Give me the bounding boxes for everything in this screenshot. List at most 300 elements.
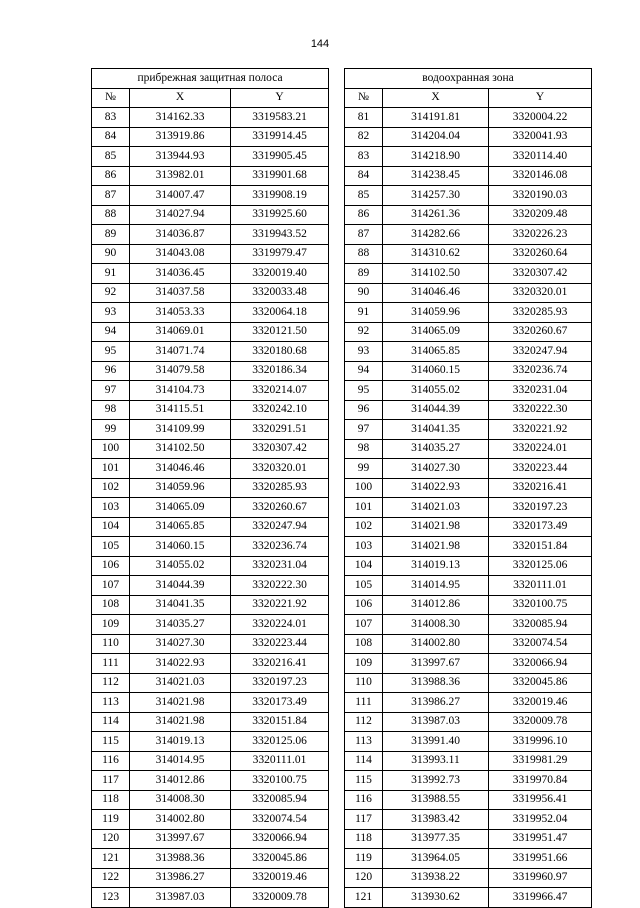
table-row [92, 205, 329, 225]
x-coordinate-cell: 314060.15 [130, 537, 231, 557]
y-coordinate-cell: 3320045.86 [489, 673, 592, 693]
point-number-cell: 86 [345, 205, 383, 225]
x-coordinate-cell: 314053.33 [130, 303, 231, 323]
y-coordinate-cell: 3319951.66 [489, 849, 592, 869]
table-row [345, 244, 592, 264]
x-coordinate-cell: 314035.27 [130, 615, 231, 635]
point-number-cell: 117 [345, 810, 383, 830]
y-coordinate-cell: 3320151.84 [231, 712, 329, 732]
y-coordinate-cell: 3320064.18 [231, 303, 329, 323]
table-row [92, 264, 329, 284]
table-row [92, 829, 329, 849]
table-row [345, 732, 592, 752]
table-row [92, 888, 329, 908]
y-coordinate-cell: 3319905.45 [231, 147, 329, 167]
x-coordinate-cell: 314065.85 [383, 342, 489, 362]
right-header-number: № [345, 88, 383, 108]
x-coordinate-cell: 314002.80 [383, 634, 489, 654]
table-row [345, 673, 592, 693]
y-coordinate-cell: 3320066.94 [231, 829, 329, 849]
y-coordinate-cell: 3319981.29 [489, 751, 592, 771]
table-row [345, 517, 592, 537]
x-coordinate-cell: 314060.15 [383, 361, 489, 381]
x-coordinate-cell: 314310.62 [383, 244, 489, 264]
y-coordinate-cell: 3320121.50 [231, 322, 329, 342]
y-coordinate-cell: 3319914.45 [231, 127, 329, 147]
point-number-cell: 123 [92, 888, 130, 908]
x-coordinate-cell: 314022.93 [130, 654, 231, 674]
x-coordinate-cell: 314027.94 [130, 205, 231, 225]
point-number-cell: 112 [92, 673, 130, 693]
x-coordinate-cell: 313986.27 [130, 868, 231, 888]
point-number-cell: 85 [345, 186, 383, 206]
x-coordinate-cell: 314071.74 [130, 342, 231, 362]
point-number-cell: 84 [345, 166, 383, 186]
y-coordinate-cell: 3319960.97 [489, 868, 592, 888]
point-number-cell: 117 [92, 771, 130, 791]
x-coordinate-cell: 313988.36 [383, 673, 489, 693]
x-coordinate-cell: 314162.33 [130, 108, 231, 128]
y-coordinate-cell: 3320224.01 [489, 439, 592, 459]
y-coordinate-cell: 3320173.49 [489, 517, 592, 537]
table-row [345, 205, 592, 225]
y-coordinate-cell: 3319583.21 [231, 108, 329, 128]
table-row [345, 342, 592, 362]
y-coordinate-cell: 3320004.22 [489, 108, 592, 128]
x-coordinate-cell: 313919.86 [130, 127, 231, 147]
y-coordinate-cell: 3320231.04 [489, 381, 592, 401]
table-row [345, 420, 592, 440]
y-coordinate-cell: 3320223.44 [231, 634, 329, 654]
x-coordinate-cell: 314261.36 [383, 205, 489, 225]
x-coordinate-cell: 314007.47 [130, 186, 231, 206]
point-number-cell: 83 [345, 147, 383, 167]
point-number-cell: 113 [92, 693, 130, 713]
point-number-cell: 90 [345, 283, 383, 303]
x-coordinate-cell: 313991.40 [383, 732, 489, 752]
point-number-cell: 87 [92, 186, 130, 206]
table-row [92, 342, 329, 362]
table-row [92, 147, 329, 167]
x-coordinate-cell: 314218.90 [383, 147, 489, 167]
y-coordinate-cell: 3320224.01 [231, 615, 329, 635]
x-coordinate-cell: 314257.30 [383, 186, 489, 206]
point-number-cell: 106 [345, 595, 383, 615]
table-row [345, 576, 592, 596]
table-row [345, 283, 592, 303]
point-number-cell: 94 [345, 361, 383, 381]
table-row [345, 634, 592, 654]
x-coordinate-cell: 314115.51 [130, 400, 231, 420]
point-number-cell: 105 [92, 537, 130, 557]
x-coordinate-cell: 314012.86 [130, 771, 231, 791]
y-coordinate-cell: 3320180.68 [231, 342, 329, 362]
point-number-cell: 106 [92, 556, 130, 576]
y-coordinate-cell: 3320231.04 [231, 556, 329, 576]
point-number-cell: 110 [92, 634, 130, 654]
point-number-cell: 90 [92, 244, 130, 264]
table-row [345, 225, 592, 245]
x-coordinate-cell: 313983.42 [383, 810, 489, 830]
left-table-body [92, 108, 329, 908]
point-number-cell: 81 [345, 108, 383, 128]
point-number-cell: 108 [92, 595, 130, 615]
point-number-cell: 119 [345, 849, 383, 869]
table-row [345, 303, 592, 323]
page-number: 144 [310, 38, 330, 50]
y-coordinate-cell: 3320236.74 [231, 537, 329, 557]
x-coordinate-cell: 314059.96 [383, 303, 489, 323]
point-number-cell: 109 [345, 654, 383, 674]
y-coordinate-cell: 3319979.47 [231, 244, 329, 264]
table-row [92, 654, 329, 674]
x-coordinate-cell: 314102.50 [130, 439, 231, 459]
y-coordinate-cell: 3319901.68 [231, 166, 329, 186]
table-row [92, 732, 329, 752]
point-number-cell: 92 [345, 322, 383, 342]
table-row [92, 556, 329, 576]
x-coordinate-cell: 314036.87 [130, 225, 231, 245]
x-coordinate-cell: 314019.13 [383, 556, 489, 576]
y-coordinate-cell: 3320222.30 [231, 576, 329, 596]
y-coordinate-cell: 3319956.41 [489, 790, 592, 810]
y-coordinate-cell: 3320041.93 [489, 127, 592, 147]
point-number-cell: 83 [92, 108, 130, 128]
table-row [92, 322, 329, 342]
y-coordinate-cell: 3320019.46 [489, 693, 592, 713]
x-coordinate-cell: 314065.85 [130, 517, 231, 537]
y-coordinate-cell: 3320260.67 [489, 322, 592, 342]
x-coordinate-cell: 314008.30 [130, 790, 231, 810]
x-coordinate-cell: 313993.11 [383, 751, 489, 771]
table-row [345, 498, 592, 518]
y-coordinate-cell: 3319908.19 [231, 186, 329, 206]
y-coordinate-cell: 3320307.42 [489, 264, 592, 284]
x-coordinate-cell: 314059.96 [130, 478, 231, 498]
y-coordinate-cell: 3320197.23 [489, 498, 592, 518]
y-coordinate-cell: 3320320.01 [489, 283, 592, 303]
table-row [92, 498, 329, 518]
y-coordinate-cell: 3319970.84 [489, 771, 592, 791]
table-row [345, 127, 592, 147]
table-row [345, 147, 592, 167]
x-coordinate-cell: 313982.01 [130, 166, 231, 186]
point-number-cell: 101 [345, 498, 383, 518]
y-coordinate-cell: 3320221.92 [231, 595, 329, 615]
point-number-cell: 115 [345, 771, 383, 791]
table-row [345, 712, 592, 732]
x-coordinate-cell: 314021.98 [383, 517, 489, 537]
y-coordinate-cell: 3320190.03 [489, 186, 592, 206]
x-coordinate-cell: 313992.73 [383, 771, 489, 791]
x-coordinate-cell: 314021.03 [383, 498, 489, 518]
table-row [345, 868, 592, 888]
x-coordinate-cell: 314036.45 [130, 264, 231, 284]
table-row [92, 303, 329, 323]
point-number-cell: 96 [345, 400, 383, 420]
y-coordinate-cell: 3320291.51 [231, 420, 329, 440]
table-row [345, 615, 592, 635]
point-number-cell: 89 [92, 225, 130, 245]
table-row [92, 790, 329, 810]
table-row [92, 693, 329, 713]
y-coordinate-cell: 3320209.48 [489, 205, 592, 225]
y-coordinate-cell: 3319951.47 [489, 829, 592, 849]
y-coordinate-cell: 3320285.93 [489, 303, 592, 323]
point-number-cell: 94 [92, 322, 130, 342]
y-coordinate-cell: 3320242.10 [231, 400, 329, 420]
y-coordinate-cell: 3320125.06 [231, 732, 329, 752]
point-number-cell: 91 [345, 303, 383, 323]
point-number-cell: 107 [92, 576, 130, 596]
point-number-cell: 88 [345, 244, 383, 264]
x-coordinate-cell: 314065.09 [130, 498, 231, 518]
point-number-cell: 119 [92, 810, 130, 830]
x-coordinate-cell: 313997.67 [130, 829, 231, 849]
point-number-cell: 115 [92, 732, 130, 752]
y-coordinate-cell: 3320074.54 [231, 810, 329, 830]
x-coordinate-cell: 313964.05 [383, 849, 489, 869]
x-coordinate-cell: 314021.98 [130, 693, 231, 713]
table-row [92, 478, 329, 498]
point-number-cell: 103 [92, 498, 130, 518]
point-number-cell: 121 [345, 888, 383, 908]
point-number-cell: 93 [345, 342, 383, 362]
y-coordinate-cell: 3319952.04 [489, 810, 592, 830]
table-row [92, 771, 329, 791]
table-row [92, 186, 329, 206]
x-coordinate-cell: 314282.66 [383, 225, 489, 245]
point-number-cell: 104 [92, 517, 130, 537]
x-coordinate-cell: 313987.03 [383, 712, 489, 732]
table-row [92, 127, 329, 147]
point-number-cell: 114 [345, 751, 383, 771]
y-coordinate-cell: 3320226.23 [489, 225, 592, 245]
y-coordinate-cell: 3319943.52 [231, 225, 329, 245]
point-number-cell: 122 [92, 868, 130, 888]
y-coordinate-cell: 3320111.01 [231, 751, 329, 771]
point-number-cell: 102 [92, 478, 130, 498]
table-row [92, 459, 329, 479]
left-header-x: X [130, 88, 231, 108]
x-coordinate-cell: 314008.30 [383, 615, 489, 635]
point-number-cell: 112 [345, 712, 383, 732]
x-coordinate-cell: 314102.50 [383, 264, 489, 284]
table-row [345, 595, 592, 615]
table-row [92, 420, 329, 440]
y-coordinate-cell: 3320125.06 [489, 556, 592, 576]
y-coordinate-cell: 3320111.01 [489, 576, 592, 596]
left-header-number: № [92, 88, 130, 108]
x-coordinate-cell: 314019.13 [130, 732, 231, 752]
y-coordinate-cell: 3320285.93 [231, 478, 329, 498]
point-number-cell: 82 [345, 127, 383, 147]
x-coordinate-cell: 314109.99 [130, 420, 231, 440]
x-coordinate-cell: 314041.35 [130, 595, 231, 615]
table-row [92, 751, 329, 771]
table-row [345, 381, 592, 401]
point-number-cell: 118 [345, 829, 383, 849]
point-number-cell: 97 [345, 420, 383, 440]
y-coordinate-cell: 3320221.92 [489, 420, 592, 440]
point-number-cell: 86 [92, 166, 130, 186]
table-row [345, 400, 592, 420]
table-row [345, 361, 592, 381]
x-coordinate-cell: 314204.04 [383, 127, 489, 147]
y-coordinate-cell: 3320260.67 [231, 498, 329, 518]
x-coordinate-cell: 314014.95 [130, 751, 231, 771]
left-table-title: прибрежная защитная полоса [92, 69, 329, 89]
x-coordinate-cell: 314044.39 [130, 576, 231, 596]
y-coordinate-cell: 3320151.84 [489, 537, 592, 557]
y-coordinate-cell: 3320222.30 [489, 400, 592, 420]
table-row [345, 751, 592, 771]
point-number-cell: 102 [345, 517, 383, 537]
table-row [92, 810, 329, 830]
x-coordinate-cell: 314021.03 [130, 673, 231, 693]
right-header-y: Y [489, 88, 592, 108]
point-number-cell: 92 [92, 283, 130, 303]
table-row [345, 264, 592, 284]
y-coordinate-cell: 3320260.64 [489, 244, 592, 264]
point-number-cell: 113 [345, 732, 383, 752]
point-number-cell: 120 [345, 868, 383, 888]
table-row [92, 712, 329, 732]
point-number-cell: 107 [345, 615, 383, 635]
point-number-cell: 100 [345, 478, 383, 498]
y-coordinate-cell: 3320146.08 [489, 166, 592, 186]
right-table-title: водоохранная зона [345, 69, 592, 89]
right-coordinates-table [344, 68, 592, 908]
point-number-cell: 108 [345, 634, 383, 654]
y-coordinate-cell: 3320173.49 [231, 693, 329, 713]
point-number-cell: 95 [345, 381, 383, 401]
x-coordinate-cell: 314027.30 [383, 459, 489, 479]
x-coordinate-cell: 314104.73 [130, 381, 231, 401]
y-coordinate-cell: 3320100.75 [489, 595, 592, 615]
x-coordinate-cell: 314014.95 [383, 576, 489, 596]
table-row [92, 673, 329, 693]
x-coordinate-cell: 314027.30 [130, 634, 231, 654]
y-coordinate-cell: 3320114.40 [489, 147, 592, 167]
x-coordinate-cell: 313944.93 [130, 147, 231, 167]
table-row [92, 283, 329, 303]
point-number-cell: 111 [345, 693, 383, 713]
table-row [92, 868, 329, 888]
table-row [345, 829, 592, 849]
table-row [92, 849, 329, 869]
y-coordinate-cell: 3319966.47 [489, 888, 592, 908]
table-row [345, 849, 592, 869]
x-coordinate-cell: 314191.81 [383, 108, 489, 128]
point-number-cell: 87 [345, 225, 383, 245]
y-coordinate-cell: 3319996.10 [489, 732, 592, 752]
table-row [92, 576, 329, 596]
table-row [345, 459, 592, 479]
x-coordinate-cell: 314021.98 [130, 712, 231, 732]
x-coordinate-cell: 314021.98 [383, 537, 489, 557]
y-coordinate-cell: 3320019.46 [231, 868, 329, 888]
x-coordinate-cell: 314065.09 [383, 322, 489, 342]
y-coordinate-cell: 3320197.23 [231, 673, 329, 693]
right-header-x: X [383, 88, 489, 108]
table-row [92, 108, 329, 128]
x-coordinate-cell: 314238.45 [383, 166, 489, 186]
x-coordinate-cell: 314079.58 [130, 361, 231, 381]
y-coordinate-cell: 3320066.94 [489, 654, 592, 674]
point-number-cell: 93 [92, 303, 130, 323]
point-number-cell: 104 [345, 556, 383, 576]
x-coordinate-cell: 313930.62 [383, 888, 489, 908]
table-row [92, 400, 329, 420]
x-coordinate-cell: 314043.08 [130, 244, 231, 264]
point-number-cell: 95 [92, 342, 130, 362]
y-coordinate-cell: 3320214.07 [231, 381, 329, 401]
right-table-body [345, 108, 592, 908]
table-row [92, 634, 329, 654]
point-number-cell: 91 [92, 264, 130, 284]
y-coordinate-cell: 3320216.41 [231, 654, 329, 674]
x-coordinate-cell: 313987.03 [130, 888, 231, 908]
table-row [345, 478, 592, 498]
x-coordinate-cell: 314046.46 [130, 459, 231, 479]
table-row [92, 381, 329, 401]
y-coordinate-cell: 3320019.40 [231, 264, 329, 284]
table-row [345, 439, 592, 459]
point-number-cell: 116 [92, 751, 130, 771]
x-coordinate-cell: 314022.93 [383, 478, 489, 498]
table-row [92, 361, 329, 381]
x-coordinate-cell: 314035.27 [383, 439, 489, 459]
x-coordinate-cell: 313977.35 [383, 829, 489, 849]
point-number-cell: 89 [345, 264, 383, 284]
y-coordinate-cell: 3320100.75 [231, 771, 329, 791]
y-coordinate-cell: 3320247.94 [489, 342, 592, 362]
y-coordinate-cell: 3320085.94 [231, 790, 329, 810]
table-row [92, 166, 329, 186]
x-coordinate-cell: 314046.46 [383, 283, 489, 303]
point-number-cell: 121 [92, 849, 130, 869]
x-coordinate-cell: 313986.27 [383, 693, 489, 713]
x-coordinate-cell: 313938.22 [383, 868, 489, 888]
table-row [345, 537, 592, 557]
table-row [345, 654, 592, 674]
x-coordinate-cell: 314044.39 [383, 400, 489, 420]
y-coordinate-cell: 3320074.54 [489, 634, 592, 654]
point-number-cell: 109 [92, 615, 130, 635]
x-coordinate-cell: 314055.02 [130, 556, 231, 576]
point-number-cell: 120 [92, 829, 130, 849]
table-row [92, 595, 329, 615]
point-number-cell: 99 [345, 459, 383, 479]
point-number-cell: 116 [345, 790, 383, 810]
table-row [345, 790, 592, 810]
x-coordinate-cell: 313988.36 [130, 849, 231, 869]
y-coordinate-cell: 3320009.78 [231, 888, 329, 908]
table-row [345, 771, 592, 791]
point-number-cell: 105 [345, 576, 383, 596]
table-row [92, 517, 329, 537]
x-coordinate-cell: 314002.80 [130, 810, 231, 830]
y-coordinate-cell: 3320223.44 [489, 459, 592, 479]
y-coordinate-cell: 3320033.48 [231, 283, 329, 303]
point-number-cell: 85 [92, 147, 130, 167]
y-coordinate-cell: 3320236.74 [489, 361, 592, 381]
point-number-cell: 84 [92, 127, 130, 147]
x-coordinate-cell: 314069.01 [130, 322, 231, 342]
y-coordinate-cell: 3320247.94 [231, 517, 329, 537]
point-number-cell: 96 [92, 361, 130, 381]
